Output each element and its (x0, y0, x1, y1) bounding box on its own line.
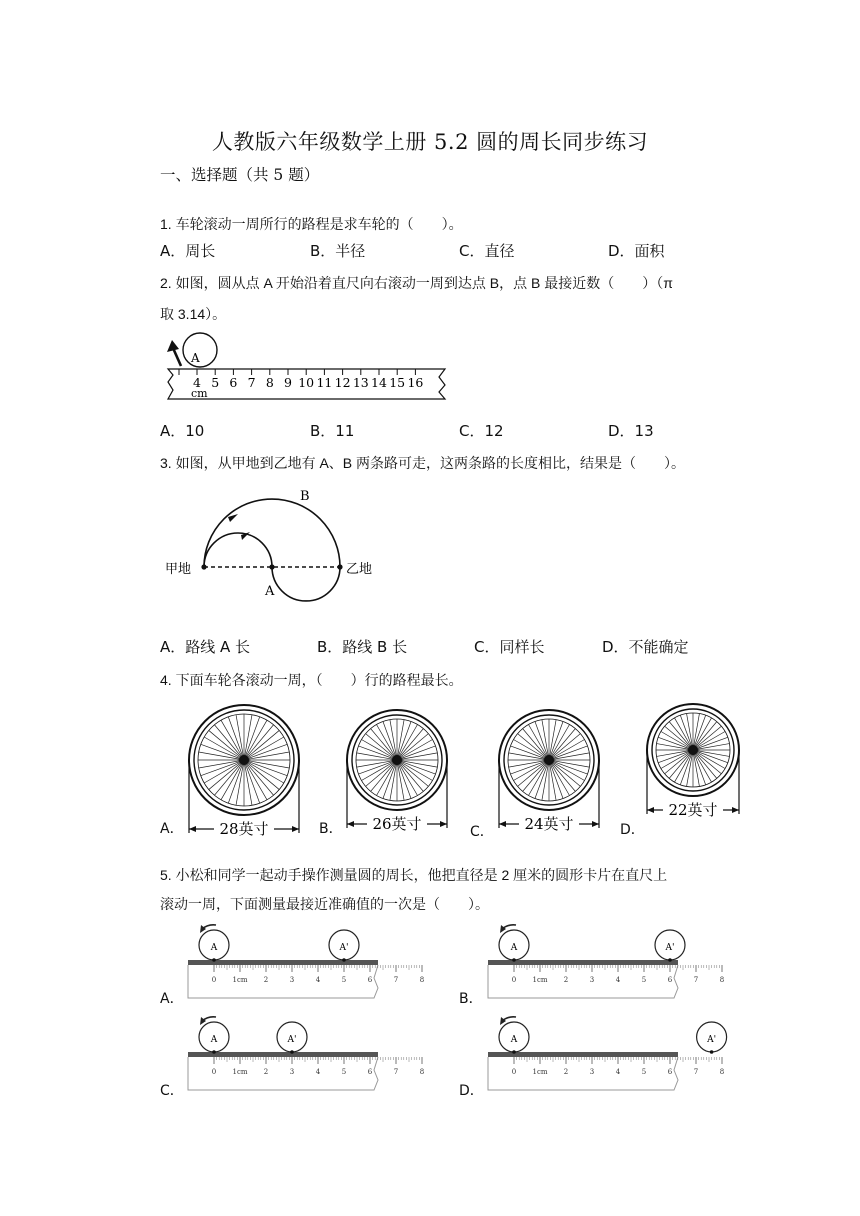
ruler-tick-label: 8 (419, 976, 425, 984)
ruler-tick-label: 1cm (532, 976, 548, 984)
ruler-tick-label: 8 (719, 976, 725, 984)
ruler-tick-label: 12 (334, 375, 351, 390)
ruler-tick-label: 7 (393, 976, 399, 984)
wheel-size-label: 22英寸 (668, 801, 718, 819)
wheel-size-label: 26英寸 (372, 815, 422, 833)
start-label: 甲地 (165, 562, 192, 577)
route-a-lower (272, 567, 340, 601)
q5-option-d[interactable]: D． (459, 1083, 484, 1099)
question-5-line-2: 滚动一周，下面测量最接近准确值的一次是（ ）。 (160, 896, 489, 912)
start-point-label: A (510, 1035, 518, 1045)
ruler-tick-label: 4 (315, 1068, 321, 1076)
q3-option-d[interactable]: D．不能确定 (602, 638, 689, 656)
q5-figure-2 (488, 925, 724, 998)
ruler-tick-label: 2 (263, 976, 269, 984)
wheel-4 (647, 704, 739, 820)
ruler-tick-label: 1cm (532, 1068, 548, 1076)
q5-figure-3 (188, 1017, 424, 1090)
q3-option-a[interactable]: A．路线 A 长 (160, 638, 251, 656)
q1-option-b[interactable]: B．半径 (310, 242, 366, 260)
ruler-tick-label: 5 (641, 1068, 647, 1076)
end-point-label: A' (287, 1035, 297, 1045)
question-5-line-1: 5. 小松和同学一起动手操作测量圆的周长，他把直径是 2 厘米的圆形卡片在直尺上 (160, 867, 668, 883)
ruler-tick-label: 0 (211, 1068, 217, 1076)
ruler-tick-label: 14 (371, 375, 387, 390)
ruler-tick-label: 6 (667, 1068, 673, 1076)
q5-measure-figures (0, 920, 860, 1100)
ruler-tick-label: 0 (511, 1068, 517, 1076)
route-b-path (204, 499, 340, 567)
ruler-tick-label: 2 (263, 1068, 269, 1076)
arrow-head-icon (167, 340, 179, 352)
q5-figure-1 (188, 925, 424, 998)
q3-route-figure (160, 480, 390, 610)
ruler-tick-label: 4 (615, 976, 621, 984)
rolling-circle (183, 333, 217, 367)
point-a-label: A (191, 351, 200, 365)
q4-option-c[interactable]: C． (470, 824, 494, 840)
ruler-tick-label: 1cm (232, 976, 248, 984)
wheel-size-label: 28英寸 (219, 820, 269, 838)
ruler-tick-label: 8 (719, 1068, 725, 1076)
q4-wheels-figure (0, 700, 860, 840)
question-3-text: 3. 如图，从甲地到乙地有 A、B 两条路可走，这两条路的长度相比，结果是（ ）。 (160, 455, 686, 471)
end-point-label: A' (707, 1035, 717, 1045)
ruler-tick-label: 10 (298, 375, 315, 390)
q2-option-b[interactable]: B．11 (310, 422, 355, 440)
ruler-tick-label: 4 (193, 375, 201, 390)
q4-option-a[interactable]: A． (160, 821, 184, 837)
start-point-label: A (510, 943, 518, 953)
ruler-tick-label: 6 (667, 976, 673, 984)
start-point-label: A (210, 943, 218, 953)
ruler-tick-label: 2 (563, 976, 569, 984)
ruler-tick-label: 7 (693, 1068, 699, 1076)
ruler-tick-label: 16 (407, 375, 424, 390)
ruler-tick-label: 0 (211, 976, 217, 984)
ruler-tick-label: 2 (563, 1068, 569, 1076)
ruler-tick-label: 3 (589, 976, 595, 984)
q1-option-c[interactable]: C．直径 (459, 242, 515, 260)
q2-option-d[interactable]: D．13 (608, 422, 654, 440)
start-point-label: A (210, 1035, 218, 1045)
wheel-3 (499, 710, 599, 834)
ruler-tick-label: 6 (367, 1068, 373, 1076)
q5-option-a[interactable]: A． (160, 991, 184, 1007)
route-b-arrow-icon (228, 514, 238, 522)
end-label: 乙地 (346, 562, 373, 577)
route-a-label: A (265, 584, 275, 599)
question-2-line-1: 2. 如图，圆从点 A 开始沿着直尺向右滚动一周到达点 B，点 B 最接近数（ ）（π (160, 275, 673, 291)
ruler-tick-label: 6 (367, 976, 373, 984)
wheel-2 (347, 710, 447, 834)
ruler-tick-label: 9 (284, 375, 292, 390)
q5-option-b[interactable]: B． (459, 991, 483, 1007)
ruler-tick-label: 7 (693, 976, 699, 984)
ruler-tick-label: 4 (615, 1068, 621, 1076)
ruler-tick-label: 7 (393, 1068, 399, 1076)
ruler-tick-label: 5 (341, 976, 347, 984)
route-a-upper (204, 533, 272, 567)
ruler-tick-label: 8 (265, 375, 274, 390)
wheel-size-label: 24英寸 (524, 815, 574, 833)
ruler-tick-label: 3 (589, 1068, 595, 1076)
ruler-tick-label: 4 (315, 976, 321, 984)
q4-option-d[interactable]: D． (620, 822, 645, 838)
page-title: 人教版六年级数学上册 5.2 圆的周长同步练习 (211, 130, 649, 154)
ruler-tick-label: 6 (229, 375, 238, 390)
q4-option-b[interactable]: B． (319, 821, 343, 837)
end-point-label: A' (665, 943, 675, 953)
q5-figure-4 (488, 1017, 727, 1090)
q1-option-a[interactable]: A．周长 (160, 242, 216, 260)
ruler-tick-label: 3 (289, 1068, 295, 1076)
q2-ruler-figure (155, 330, 455, 410)
route-b-label: B (300, 489, 310, 504)
unit-label: cm (191, 387, 208, 400)
q1-option-d[interactable]: D．面积 (608, 242, 665, 260)
q2-option-c[interactable]: C．12 (459, 422, 504, 440)
ruler-tick-label: 13 (352, 375, 369, 390)
question-2-line-2: 取 3.14）。 (160, 306, 227, 322)
ruler-tick-label: 7 (247, 375, 256, 390)
ruler-tick-label: 1cm (232, 1068, 248, 1076)
ruler-tick-label: 5 (641, 976, 647, 984)
q3-option-c[interactable]: C．同样长 (474, 638, 545, 656)
question-1-text: 1. 车轮滚动一周所行的路程是求车轮的（ ）。 (160, 216, 463, 232)
ruler-tick-label: 8 (419, 1068, 425, 1076)
ruler-tick-label: 15 (389, 375, 406, 390)
section-heading: 一、选择题（共 5 题） (160, 166, 320, 184)
ruler-tick-label: 0 (511, 976, 517, 984)
end-point-label: A' (339, 943, 349, 953)
question-4-text: 4. 下面车轮各滚动一周，（ ）行的路程最长。 (160, 672, 463, 688)
ruler-tick-label: 11 (316, 375, 333, 390)
roll-arrow-icon (173, 348, 181, 366)
ruler-tick-label: 5 (341, 1068, 347, 1076)
q3-option-b[interactable]: B．路线 B 长 (317, 638, 408, 656)
ruler-tick-label: 3 (289, 976, 295, 984)
q2-option-a[interactable]: A．10 (160, 422, 205, 440)
q5-option-c[interactable]: C． (160, 1083, 184, 1099)
wheel-1 (189, 705, 299, 839)
ruler-tick-label: 5 (211, 375, 220, 390)
